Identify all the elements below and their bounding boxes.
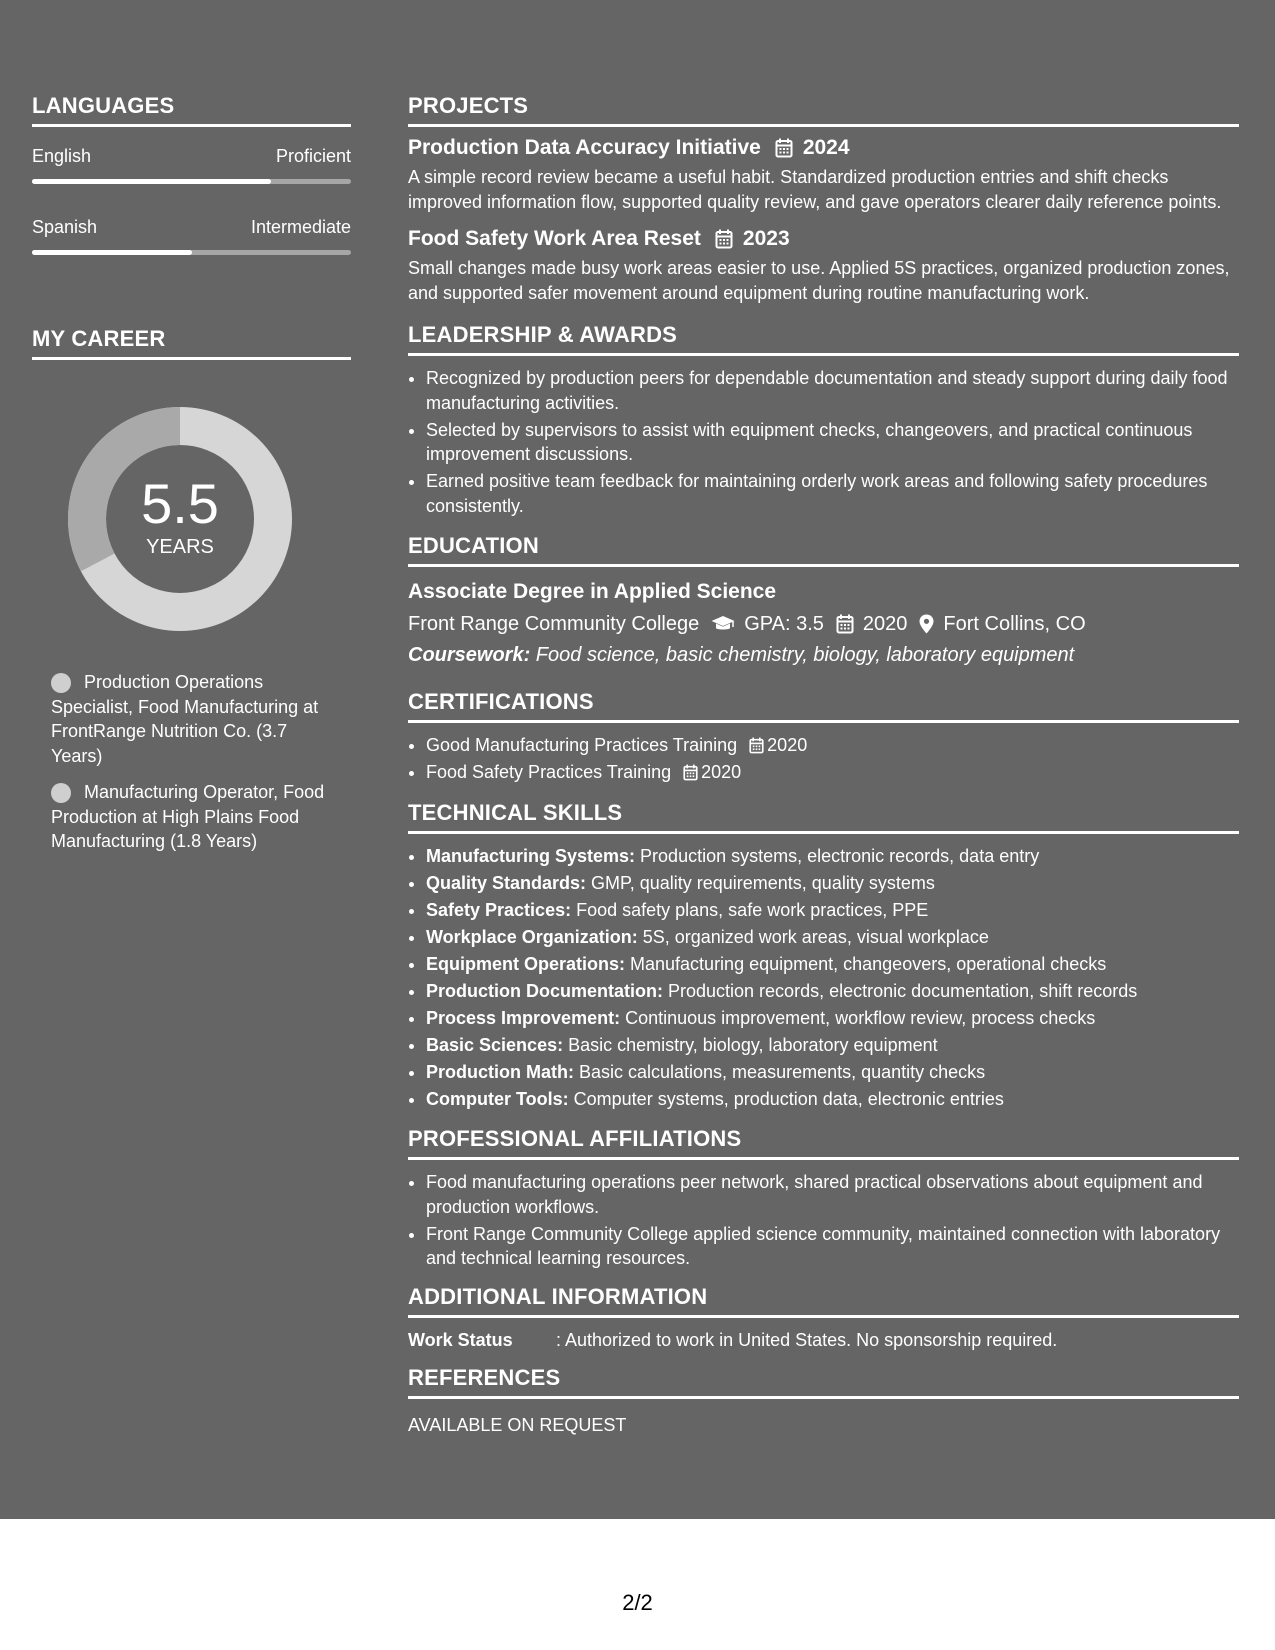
language-item-english [32, 145, 351, 184]
project-year: 2023 [742, 227, 790, 250]
language-bar-fill [32, 179, 271, 184]
skill-item [426, 844, 1239, 869]
career-item [51, 670, 341, 768]
career-title: MY CAREER [32, 327, 351, 360]
coursework-label: Coursework: [408, 644, 531, 666]
certification-year: 2020 [701, 762, 742, 782]
career-donut-chart [65, 404, 295, 634]
calendar-icon [749, 737, 764, 754]
calendar-icon [775, 138, 793, 158]
language-level: Intermediate [250, 217, 351, 237]
career-total-years: 5.5 [141, 472, 219, 535]
list-item [426, 760, 1239, 785]
language-bar-fill [32, 250, 192, 255]
education-details [408, 611, 1239, 637]
language-name: English [32, 146, 92, 166]
skill-label: Process Improvement: [426, 1007, 621, 1028]
skill-value: Production systems, electronic records, data entry [635, 845, 1040, 866]
list-item: • Food manufacturing operations peer network, shared practical observations about equipment and production workflows. [426, 1170, 1239, 1219]
language-name: Spanish [32, 217, 98, 237]
skill-value: 5S, organized work areas, visual workplace [637, 926, 989, 947]
list-item [426, 733, 1239, 758]
skill-label: Quality Standards: [426, 872, 587, 893]
certification-year: 2020 [767, 735, 808, 755]
graduation-cap-icon [711, 615, 735, 633]
skill-value: Manufacturing equipment, changeovers, operational checks [625, 953, 1107, 974]
page-number: 2/2 [622, 1590, 653, 1615]
language-level: Proficient [275, 146, 351, 166]
certification-name: • Food Safety Practices Training [426, 762, 672, 782]
certification-name: • Good Manufacturing Practices Training [426, 735, 738, 755]
career-list [32, 670, 341, 854]
education-gpa: GPA: 3.5 [744, 613, 824, 635]
education-school: Front Range Community College [408, 613, 700, 635]
language-item-spanish [32, 216, 351, 255]
project-name: Production Data Accuracy Initiative [408, 136, 761, 159]
skill-item [426, 952, 1239, 977]
career-dot [51, 783, 71, 803]
project-name: Food Safety Work Area Reset [408, 227, 701, 250]
career-item-text: Production Operations Specialist, Food Manufacturing at FrontRange Nutrition Co. (3.7 Years) [51, 672, 319, 766]
left-column [32, 94, 351, 866]
skill-value: Computer systems, production data, electronic entries [568, 1088, 1004, 1109]
skill-item [426, 898, 1239, 923]
list-item: • Recognized by production peers for dependable documentation and steady support during daily food manufacturing activities. [426, 366, 1239, 415]
projects-title: PROJECTS [408, 94, 1239, 127]
skill-label: Equipment Operations: [426, 953, 626, 974]
education-year: 2020 [862, 613, 908, 635]
skill-label: Production Documentation: [426, 980, 663, 1001]
skill-label: Safety Practices: [426, 899, 572, 920]
additional-title: ADDITIONAL INFORMATION [408, 1285, 1239, 1318]
calendar-icon [715, 229, 733, 249]
leadership-title: LEADERSHIP & AWARDS [408, 323, 1239, 356]
certifications-list [408, 733, 1239, 785]
skill-value: Continuous improvement, workflow review, process checks [620, 1007, 1096, 1028]
career-total-label: YEARS [146, 536, 214, 558]
donut-center [65, 404, 295, 634]
education-coursework [408, 642, 1239, 668]
certifications-title: CERTIFICATIONS [408, 690, 1239, 723]
calendar-icon [683, 764, 698, 781]
skill-item [426, 1087, 1239, 1112]
skill-label: Workplace Organization: [426, 926, 638, 947]
skill-item [426, 1033, 1239, 1058]
references-text: AVAILABLE ON REQUEST [408, 1414, 627, 1435]
skill-label: Production Math: [426, 1061, 574, 1082]
skill-label: Manufacturing Systems: [426, 845, 636, 866]
skill-item [426, 871, 1239, 896]
work-status-key: Work Status [408, 1329, 513, 1350]
affiliations-title: PROFESSIONAL AFFILIATIONS [408, 1127, 1239, 1160]
career-item-text: Manufacturing Operator, Food Production at High Plains Food Manufacturing (1.8 Years) [51, 782, 325, 851]
calendar-icon [836, 614, 854, 634]
project-heading [408, 226, 1239, 252]
skill-label: Computer Tools: [426, 1088, 569, 1109]
project-heading [408, 135, 1239, 161]
skills-list [408, 844, 1239, 1112]
list-item: • Front Range Community College applied science community, maintained connection with laboratory and technical learning resources. [426, 1222, 1239, 1271]
skill-item [426, 925, 1239, 950]
education-location: Fort Collins, CO [943, 613, 1086, 635]
skill-value: Food safety plans, safe work practices, PPE [571, 899, 929, 920]
languages-title: LANGUAGES [32, 94, 351, 127]
skill-value: Basic chemistry, biology, laboratory equipment [563, 1034, 938, 1055]
map-pin-icon [919, 614, 934, 634]
skill-value: GMP, quality requirements, quality systems [586, 872, 935, 893]
list-item: • Selected by supervisors to assist with equipment checks, changeovers, and practical continuous improvement discussions. [426, 418, 1239, 467]
work-status-row [408, 1328, 1239, 1352]
list-item: • Earned positive team feedback for maintaining orderly work areas and following safety procedures consistently. [426, 469, 1239, 518]
skill-item [426, 1060, 1239, 1085]
career-item [51, 780, 341, 854]
project-description: Small changes made busy work areas easier to use. Applied 5S practices, organized production zones, and supported safer movement around equipment during routine manufacturing work. [408, 258, 1230, 303]
skill-value: Basic calculations, measurements, quantity checks [573, 1061, 986, 1082]
project-year: 2024 [802, 136, 850, 159]
right-column [408, 94, 1239, 1437]
references-title: REFERENCES [408, 1366, 1239, 1399]
language-bar [32, 179, 351, 184]
skills-title: TECHNICAL SKILLS [408, 801, 1239, 834]
education-title: EDUCATION [408, 534, 1239, 567]
education-degree: Associate Degree in Applied Science [408, 580, 777, 603]
language-bar [32, 250, 351, 255]
affiliations-list [408, 1170, 1239, 1271]
skill-item [426, 979, 1239, 1004]
leadership-list [408, 366, 1239, 518]
skill-item [426, 1006, 1239, 1031]
skill-label: Basic Sciences: [426, 1034, 564, 1055]
work-status-value: : Authorized to work in United States. No sponsorship required. [556, 1329, 1058, 1350]
career-dot [51, 673, 71, 693]
project-description: A simple record review became a useful habit. Standardized production entries and shift checks improved information flow, supported quality review, and gave operators clearer daily reference points. [408, 167, 1222, 212]
coursework-text: Food science, basic chemistry, biology, laboratory equipment [530, 644, 1075, 666]
skill-value: Production records, electronic documentation, shift records [663, 980, 1138, 1001]
